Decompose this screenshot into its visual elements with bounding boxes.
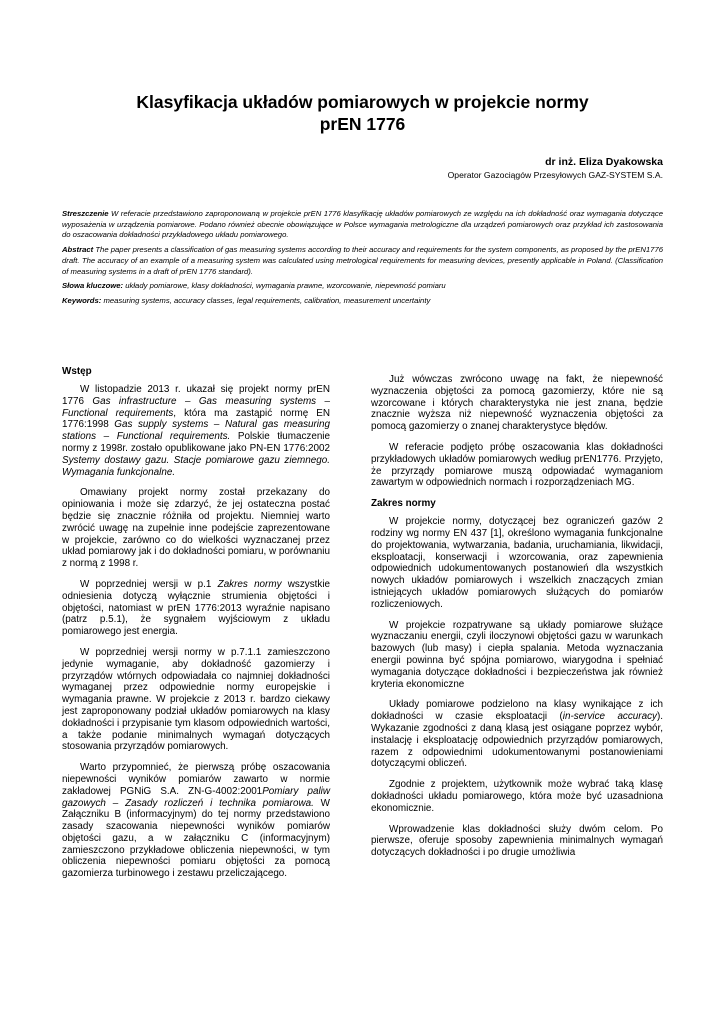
keywords-pl	[62, 281, 663, 292]
paragraph: Omawiany projekt normy został przekazany do opiniowania i może się zdarzyć, że jej ostateczna postać będzie się znacznie różniła od projektu. Niemniej warto zwrócić uwagę na zupełnie inne podejście zaprezentowane w projekcie, zarówno co do wielkości wyznaczanej przez układ pomiarowy jak i do dokładności pomiaru, w porównaniu z normą z 1998 r.	[62, 487, 330, 570]
abstract-en-text: The paper presents a classification of gas measuring systems according to their accuracy and requirements for the system components, as proposed by the prEN1776 draft. The accuracy of an example of a measuring system was calculated using metrological requirements for measuring devices, presently applicable in Poland. (Classification of measuring systems in a draft of prEN 1776 standard).	[62, 245, 663, 276]
paragraph	[371, 699, 663, 770]
title-line-2: prEN 1776	[319, 114, 406, 134]
text-run: , która ma zastąpić normę EN 1776:1998	[62, 407, 330, 431]
paragraph: Wprowadzenie klas dokładności służy dwóm celom. Po pierwsze, oferuje sposoby zapewnienia minimalnych wymagań dotyczących dokładności i po drugie umożliwia	[371, 823, 663, 859]
keywords-en-text: measuring systems, accuracy classes, legal requirements, calibration, measurement uncertainty	[101, 295, 431, 305]
keywords-en	[62, 296, 663, 307]
text-run-italic: Gas infrastructure – Gas measuring systems – Functional requirements	[62, 395, 331, 419]
keywords-pl-label: Słowa kluczowe:	[62, 281, 124, 291]
abstract-pl-text: W referacie przedstawiono zaproponowaną w projekcie prEN 1776 klasyfikację układów pomiarowych ze względu na ich dokładność oraz wymagania dotyczące wyposażenia w urządzenia pomiarowe. Podano również obecnie obowiązujące w Polsce wymagania metrologiczne dla urządzeń pomiarowych oraz przykład ich zastosowania do oszacowania dokładności przykładowego układu pomiarowego.	[62, 209, 663, 240]
abstract-pl-label: Streszczenie	[62, 209, 109, 218]
text-run: W listopadzie 2013 r. ukazał się projekt normy prEN 1776	[62, 384, 330, 407]
author-name: dr inż. Eliza Dyakowska	[545, 156, 663, 168]
author-affiliation: Operator Gazociągów Przesyłowych GAZ-SYSTEM S.A.	[447, 170, 663, 180]
abstract-pl	[62, 209, 663, 241]
paragraph: W projekcie normy, dotyczącej bez ograniczeń gazów 2 rodziny wg normy EN 437 [1], określono wymagania funkcjonalne do projektowania, wytwarzania, badania, uruchamiania, likwidacji, eksploatacji, konserwacji i wzorcowania, oraz zapewnienia odpowiednich udokumentowanych postanowień dla wszystkich nowych układów pomiarowych i wszelkich znaczących zmian istniejących układów pomiarowych służących do pomiarów rozliczeniowych.	[371, 516, 663, 610]
text-run: Polskie tłumaczenie normy z 1998r. zostało opublikowane jako PN-EN 1776:2002	[62, 431, 330, 454]
text-run: W poprzedniej wersji w p.1	[80, 578, 218, 590]
abstract-en-label: Abstract	[62, 245, 94, 255]
paragraph	[62, 579, 330, 638]
text-run-italic: Pomiary paliw gazowych – Zasady rozliczeń i technika pomiarowa.	[62, 785, 331, 809]
title-line-1: Klasyfikacja układów pomiarowych w projekcie normy	[136, 92, 589, 112]
paper-title	[60, 91, 665, 135]
keywords-pl-text: układy pomiarowe, klasy dokładności, wymagania prawne, wzorcowanie, niepewność pomiaru	[123, 281, 446, 291]
text-run: Układy pomiarowe podzielono na klasy wynikające z ich dokładności w czasie eksploatacji (	[371, 699, 663, 723]
right-column	[371, 374, 663, 868]
text-run: ). Wykazanie zgodności z daną klasą jest osiągane poprzez wybór, instalację i eksploatację odpowiednich przyrządów pomiarowych, razem z odpowiednimi udokumentowanymi postanowieniami dotyczącymi obliczeń.	[371, 711, 663, 770]
paragraph: W projekcie rozpatrywane są układy pomiarowe służące wyznaczaniu energii, czyli iloczynowi objętości gazu w warunkach bazowych (lub masy) i ciepła spalania. Metoda wyznaczania energii powinna być spójna pomiarowo, wiarygodna i spełniać wymagania dotyczące dokładności i bezpieczeństwa jak również kryteria ekonomiczne	[371, 619, 663, 690]
section-heading-intro: Wstęp	[62, 366, 92, 377]
section-heading-scope: Zakres normy	[371, 498, 436, 510]
text-run: W Załączniku B (informacyjnym) do tej normy przedstawiono zasady szacowania niepewności wyników pomiarów objętości gazu, a w załączniku C (informacyjnym) zamieszczono przykładowe obliczenia niepewności, w tym obliczenia niepewności pomiaru objętości za pomocą gazomierza turbinowego i zestawu przeliczającego.	[62, 797, 330, 880]
text-run-italic: Gas supply systems – Natural gas measuring stations – Functional requirements.	[62, 419, 330, 443]
text-run-italic: Zakres normy	[217, 578, 282, 590]
text-run-italic: in-service accuracy	[562, 711, 657, 723]
paragraph: W referacie podjęto próbę oszacowania klas dokładności przykładowych układów pomiarowych według prEN1776. Przyjęto, że przyrządy pomiarowe muszą odpowiadać wymaganiom zawartym w odpowiednich normach i rozporządzeniach MG.	[371, 441, 663, 489]
paragraph: Już wówczas zwrócono uwagę na fakt, że niepewność wyznaczenia objętości za pomocą gazomierzy, które nie są wzorcowane i których charakterystyka nie jest znana, będzie znacznie wyższa niż niepewność wyznaczenia objętości za pomocą gazomierzy o znanej charakterystyce błędów.	[371, 374, 663, 433]
paragraph	[62, 384, 330, 478]
text-run: wszystkie odniesienia dotyczą wyłącznie strumienia objętości i objętości, natomiast w prEN 1776:2013 wyraźnie napisano (patrz p.5.1), że sygnałem wyjściowym z układu pomiarowego jest energia.	[62, 578, 330, 638]
paragraph: W poprzedniej wersji normy w p.7.1.1 zamieszczono jedynie wymaganie, aby dokładność gazomierzy i przyrządów wtórnych odpowiadała co najmniej dokładności wymaganej przez odpowiednie normy europejskie i wymagania prawne. W projekcie z 2013 r. bardzo ciekawy jest zaproponowany podział układów pomiarowych na klasy dokładności i przypisanie tym klasom odpowiednich wartości, a także podanie minimalnych wymagań dotyczących stosowania przyrządów pomiarowych.	[62, 646, 330, 753]
abstract-section	[62, 209, 663, 311]
left-column	[62, 366, 330, 889]
keywords-en-label: Keywords:	[62, 295, 102, 305]
paragraph: Zgodnie z projektem, użytkownik może wybrać taką klasę dokładności układu pomiarowego, która może być uzasadniona ekonomicznie.	[371, 779, 663, 814]
abstract-en	[62, 245, 663, 277]
text-run-italic: Systemy dostawy gazu. Stacje pomiarowe gazu ziemnego. Wymagania funkcjonalne.	[62, 454, 330, 478]
paragraph	[62, 762, 330, 880]
text-run: Warto przypomnieć, że pierwszą próbę oszacowania niepewności wyników pomiarów zawarto w normie zakładowej PGNiG S.A. ZN-G-4002:2001	[62, 762, 330, 797]
